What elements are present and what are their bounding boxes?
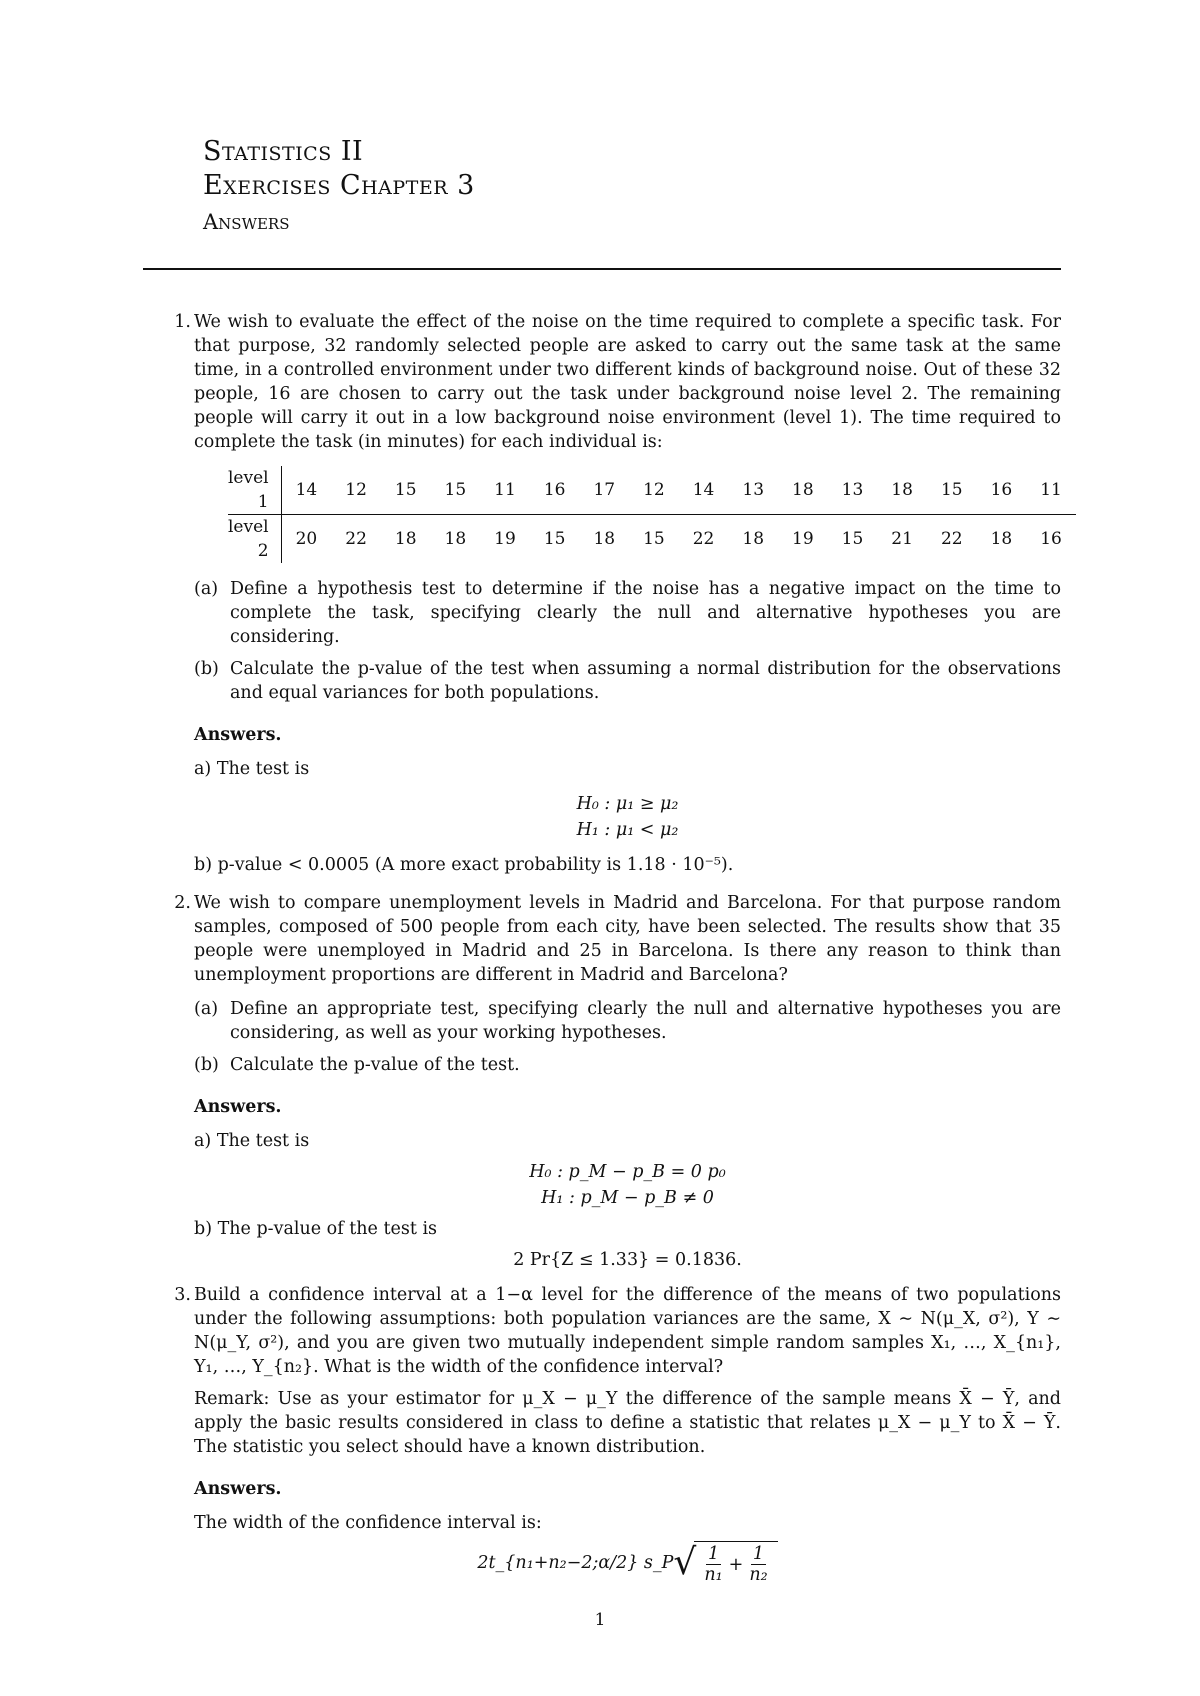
table-cell: 13 xyxy=(828,466,878,515)
fraction-2 xyxy=(747,1544,769,1585)
header-rule xyxy=(143,268,1061,270)
table-cell: 18 xyxy=(877,466,927,515)
answer-a: a) The test is xyxy=(194,759,310,779)
table-cell: 11 xyxy=(480,466,530,515)
table-cell: 15 xyxy=(431,466,481,515)
formula-left: 2t_{n₁+n₂−2;α/2} s_P xyxy=(477,1553,674,1573)
answers-subtitle: Answers xyxy=(203,210,290,234)
table-cell: 15 xyxy=(381,466,431,515)
table-cell: 16 xyxy=(977,466,1027,515)
course-title: Statistics II xyxy=(203,136,364,167)
table-cell: 22 xyxy=(345,529,367,549)
table-cell: 18 xyxy=(742,529,765,549)
p-value-result: 2 Pr{Z ≤ 1.33} = 0.1836. xyxy=(513,1250,742,1270)
part-a xyxy=(194,997,1061,1045)
sqrt-icon: √ xyxy=(673,1542,697,1583)
part-a xyxy=(194,577,1061,649)
content xyxy=(169,310,1061,1595)
hypotheses xyxy=(194,791,1061,843)
table-cell: 20 xyxy=(295,529,318,549)
alt-hypothesis: H₁ : p_M − p_B ≠ 0 xyxy=(541,1188,714,1208)
exercise-number: 1. xyxy=(174,312,191,332)
part-label: (a) xyxy=(194,999,219,1019)
row-label: level 1 xyxy=(228,466,281,515)
width-formula xyxy=(194,1541,1061,1585)
answers-heading: Answers. xyxy=(194,725,282,745)
exercise-1 xyxy=(169,310,1061,877)
null-hypothesis: H₀ : μ₁ ≥ μ₂ xyxy=(576,794,679,814)
exercise-3 xyxy=(169,1283,1061,1585)
exercise-2 xyxy=(169,891,1061,1273)
table-cell: 12 xyxy=(629,466,679,515)
exercise-text: We wish to compare unemployment levels in Madrid and Barcelona. For that purpose random samples, composed of 500 people from each city, have been selected. The results show that 35 people were unemployed in Madrid and 25 in Barcelona. Is there any reason to think than unemployment proportions are different in Madrid and Barcelona? xyxy=(194,893,1061,985)
table-cell: 14 xyxy=(281,466,331,515)
table-cell: 15 xyxy=(927,466,977,515)
table-cell: 22 xyxy=(940,529,963,549)
table-cell: 16 xyxy=(1040,529,1062,549)
fraction-numerator: 1 xyxy=(707,1544,720,1564)
answers-heading: Answers. xyxy=(194,1479,282,1499)
part-text: Define a hypothesis test to determine if the noise has a negative impact on the time to complete the task, specifying clearly the null and alternative hypotheses you are considering. xyxy=(230,579,1061,647)
radicand xyxy=(694,1541,777,1585)
question-parts xyxy=(194,577,1061,705)
part-label: (b) xyxy=(194,1055,219,1075)
answers-heading: Answers. xyxy=(194,1097,282,1117)
part-text: Calculate the p-value of the test when assuming a normal distribution for the observations and equal variances for both populations. xyxy=(230,659,1061,703)
table-cell: 17 xyxy=(579,466,629,515)
answer-b: b) The p-value of the test is xyxy=(194,1219,438,1239)
fraction-denominator: n₂ xyxy=(749,1565,768,1585)
table-cell: 11 xyxy=(1026,466,1076,515)
hypotheses xyxy=(194,1159,1061,1211)
part-label: (a) xyxy=(194,579,219,599)
table-row-level-2 xyxy=(228,515,1076,564)
table-cell: 14 xyxy=(679,466,729,515)
table-cell: 12 xyxy=(331,466,381,515)
part-b xyxy=(194,657,1061,705)
fraction-1 xyxy=(702,1544,724,1585)
plus-sign: + xyxy=(728,1554,744,1575)
table-cell: 18 xyxy=(394,529,417,549)
part-b xyxy=(194,1053,1061,1077)
null-hypothesis: H₀ : p_M − p_B = 0 p₀ xyxy=(529,1162,726,1182)
page-number: 1 xyxy=(594,1610,606,1630)
table-cell: 18 xyxy=(593,529,616,549)
part-text: Calculate the p-value of the test. xyxy=(230,1055,520,1075)
row-label: level 2 xyxy=(228,515,281,564)
table-cell: 15 xyxy=(841,529,864,549)
part-label: (b) xyxy=(194,659,219,679)
answer-b: b) p-value < 0.0005 (A more exact probability is 1.18 · 10⁻⁵). xyxy=(194,855,734,875)
table-cell: 22 xyxy=(692,529,715,549)
exercise-number: 2. xyxy=(174,893,191,913)
table-cell: 19 xyxy=(494,529,516,549)
table-cell: 21 xyxy=(891,529,913,549)
part-text: Define an appropriate test, specifying clearly the null and alternative hypotheses you are considering, as well as your working hypotheses. xyxy=(230,999,1061,1043)
exercise-text: We wish to evaluate the effect of the noise on the time required to complete a specific task. For that purpose, 32 randomly selected people are asked to carry out the same task at the same time, in a controlled environment under two different kinds of background noise. Out of these 32 people, 16 are chosen to carry out the task under background noise level 2. The remaining people will carry it out in a low background noise environment (level 1). The time required to complete the task (in minutes) for each individual is: xyxy=(194,312,1061,452)
table-cell: 15 xyxy=(643,529,665,549)
table-cell: 18 xyxy=(778,466,828,515)
alt-hypothesis: H₁ : μ₁ < μ₂ xyxy=(576,820,679,840)
noise-data-table xyxy=(228,466,1076,563)
question-parts xyxy=(194,997,1061,1077)
table-cell: 16 xyxy=(530,466,580,515)
table-cell: 19 xyxy=(792,529,814,549)
table-cell: 18 xyxy=(990,529,1013,549)
answer-a: a) The test is xyxy=(194,1131,310,1151)
table-row-level-1 xyxy=(228,466,1076,515)
exercise-text: Build a confidence interval at a 1−α level for the difference of the means of two populations under the following assumptions: both population variances are the same, X ∼ N(μ_X, σ²), Y ∼ N(μ_Y, σ²), and you are given two mutually independent simple random samples X₁, …, X_{n₁}, Y₁, …, Y_{n₂}. What is the width of the confidence interval? xyxy=(194,1285,1061,1377)
remark: Remark: Use as your estimator for μ_X − μ_Y the difference of the sample means X̄ − Ȳ, and apply the basic results considered in class to define a statistic that relates μ_X − μ_Y to X̄ − Ȳ. The statistic you select should have a known distribution. xyxy=(194,1389,1061,1457)
formula xyxy=(477,1541,777,1585)
title-block xyxy=(203,135,475,237)
table-cell: 18 xyxy=(444,529,467,549)
fraction-numerator: 1 xyxy=(752,1544,765,1564)
table-cell: 15 xyxy=(543,529,566,549)
exercise-number: 3. xyxy=(174,1285,191,1305)
chapter-title: Exercises Chapter 3 xyxy=(203,170,475,201)
table-cell: 13 xyxy=(728,466,778,515)
fraction-denominator: n₁ xyxy=(704,1565,723,1585)
width-text: The width of the confidence interval is: xyxy=(194,1513,542,1533)
